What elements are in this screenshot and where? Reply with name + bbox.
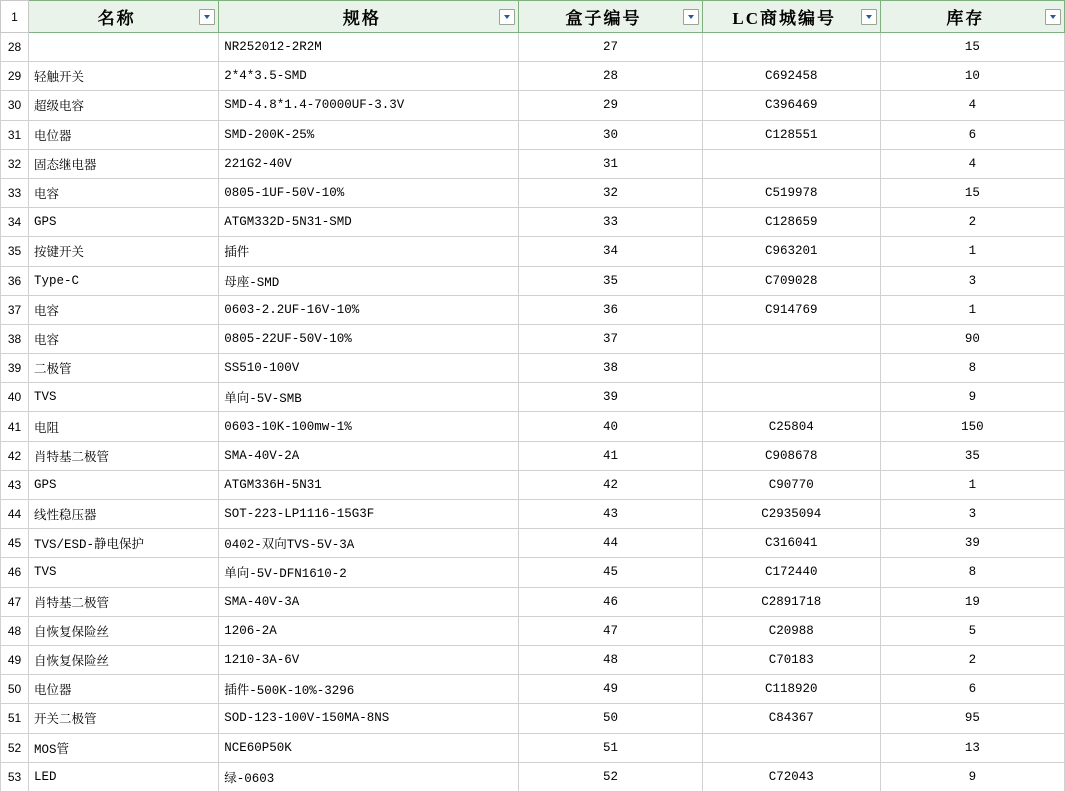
cell-name[interactable]: GPS: [29, 208, 219, 237]
column-header-box[interactable]: [519, 1, 702, 33]
cell-box[interactable]: 32: [519, 178, 702, 207]
cell-box[interactable]: 33: [519, 208, 702, 237]
cell-box[interactable]: 42: [519, 470, 702, 499]
row-header[interactable]: 52: [1, 733, 29, 762]
row-header[interactable]: 48: [1, 616, 29, 645]
cell-box[interactable]: 40: [519, 412, 702, 441]
column-header-spec[interactable]: [219, 1, 519, 33]
cell-name[interactable]: TVS: [29, 383, 219, 412]
cell-lc[interactable]: C914769: [702, 295, 880, 324]
cell-spec[interactable]: 221G2-40V: [219, 149, 519, 178]
cell-lc[interactable]: C2935094: [702, 500, 880, 529]
cell-name[interactable]: GPS: [29, 470, 219, 499]
cell-lc[interactable]: C316041: [702, 529, 880, 558]
cell-stock[interactable]: 6: [880, 120, 1064, 149]
cell-lc[interactable]: [702, 733, 880, 762]
column-header-box-label: 盒子编号: [565, 9, 642, 28]
cell-box[interactable]: 52: [519, 762, 702, 791]
cell-stock[interactable]: 19: [880, 587, 1064, 616]
column-header-spec-label: 规格: [342, 9, 381, 28]
table-row[interactable]: [1, 295, 1065, 324]
table-row[interactable]: [1, 704, 1065, 733]
cell-lc[interactable]: [702, 33, 880, 62]
table-row[interactable]: [1, 733, 1065, 762]
cell-lc[interactable]: [702, 354, 880, 383]
cell-stock[interactable]: 35: [880, 441, 1064, 470]
cell-spec[interactable]: 母座-SMD: [219, 266, 519, 295]
filter-dropdown-icon-box[interactable]: [683, 9, 699, 25]
cell-name[interactable]: Type-C: [29, 266, 219, 295]
table-row[interactable]: [1, 33, 1065, 62]
filter-dropdown-icon-spec[interactable]: [499, 9, 515, 25]
row-header[interactable]: 31: [1, 120, 29, 149]
cell-name[interactable]: 电容: [29, 324, 219, 353]
cell-box[interactable]: 51: [519, 733, 702, 762]
cell-box[interactable]: 36: [519, 295, 702, 324]
cell-name[interactable]: 轻触开关: [29, 62, 219, 91]
cell-spec[interactable]: 单向-5V-SMB: [219, 383, 519, 412]
cell-spec[interactable]: SMA-40V-2A: [219, 441, 519, 470]
cell-spec[interactable]: 0805-1UF-50V-10%: [219, 178, 519, 207]
cell-spec[interactable]: 单向-5V-DFN1610-2: [219, 558, 519, 587]
cell-name[interactable]: MOS管: [29, 733, 219, 762]
filter-dropdown-icon-name[interactable]: [199, 9, 215, 25]
cell-box[interactable]: 29: [519, 91, 702, 120]
cell-stock[interactable]: 3: [880, 266, 1064, 295]
cell-stock[interactable]: 2: [880, 645, 1064, 674]
cell-name[interactable]: 自恢复保险丝: [29, 645, 219, 674]
cell-stock[interactable]: 4: [880, 149, 1064, 178]
table-row[interactable]: [1, 675, 1065, 704]
cell-spec[interactable]: 1210-3A-6V: [219, 645, 519, 674]
cell-spec[interactable]: NR252012-2R2M: [219, 33, 519, 62]
cell-box[interactable]: 28: [519, 62, 702, 91]
cell-spec[interactable]: 1206-2A: [219, 616, 519, 645]
cell-stock[interactable]: 1: [880, 470, 1064, 499]
column-header-stock-label: 库存: [946, 9, 985, 28]
row-header[interactable]: 43: [1, 470, 29, 499]
cell-lc[interactable]: C128551: [702, 120, 880, 149]
cell-name[interactable]: 自恢复保险丝: [29, 616, 219, 645]
table-row[interactable]: [1, 616, 1065, 645]
cell-stock[interactable]: 6: [880, 675, 1064, 704]
cell-stock[interactable]: 3: [880, 500, 1064, 529]
cell-stock[interactable]: 9: [880, 383, 1064, 412]
cell-name[interactable]: 线性稳压器: [29, 500, 219, 529]
cell-name[interactable]: 固态继电器: [29, 149, 219, 178]
cell-lc[interactable]: C90770: [702, 470, 880, 499]
cell-box[interactable]: 37: [519, 324, 702, 353]
row-header[interactable]: 49: [1, 645, 29, 674]
cell-name[interactable]: TVS/ESD-静电保护: [29, 529, 219, 558]
table-row[interactable]: [1, 587, 1065, 616]
cell-lc[interactable]: C963201: [702, 237, 880, 266]
cell-name[interactable]: 按键开关: [29, 237, 219, 266]
table-row[interactable]: [1, 120, 1065, 149]
cell-box[interactable]: 34: [519, 237, 702, 266]
cell-lc[interactable]: [702, 149, 880, 178]
cell-box[interactable]: 49: [519, 675, 702, 704]
cell-stock[interactable]: 10: [880, 62, 1064, 91]
row-header[interactable]: 41: [1, 412, 29, 441]
table-row[interactable]: [1, 178, 1065, 207]
cell-stock[interactable]: 95: [880, 704, 1064, 733]
column-header-name[interactable]: [29, 1, 219, 33]
cell-lc[interactable]: C118920: [702, 675, 880, 704]
row-header[interactable]: 35: [1, 237, 29, 266]
cell-spec[interactable]: 0603-2.2UF-16V-10%: [219, 295, 519, 324]
row-header[interactable]: 46: [1, 558, 29, 587]
table-row[interactable]: [1, 383, 1065, 412]
row-header[interactable]: 40: [1, 383, 29, 412]
cell-stock[interactable]: 15: [880, 178, 1064, 207]
table-row[interactable]: [1, 529, 1065, 558]
cell-stock[interactable]: 15: [880, 33, 1064, 62]
cell-spec[interactable]: SMD-4.8*1.4-70000UF-3.3V: [219, 91, 519, 120]
cell-stock[interactable]: 4: [880, 91, 1064, 120]
row-header[interactable]: 51: [1, 704, 29, 733]
cell-spec[interactable]: ATGM336H-5N31: [219, 470, 519, 499]
row-header[interactable]: 50: [1, 675, 29, 704]
column-header-lc[interactable]: [702, 1, 880, 33]
table-row[interactable]: [1, 500, 1065, 529]
cell-name[interactable]: 电位器: [29, 120, 219, 149]
table-row[interactable]: [1, 208, 1065, 237]
cell-spec[interactable]: 0603-10K-100mw-1%: [219, 412, 519, 441]
cell-lc[interactable]: C2891718: [702, 587, 880, 616]
row-header[interactable]: 53: [1, 762, 29, 791]
cell-stock[interactable]: 8: [880, 354, 1064, 383]
cell-lc[interactable]: C70183: [702, 645, 880, 674]
table-row[interactable]: [1, 149, 1065, 178]
cell-spec[interactable]: 0402-双向TVS-5V-3A: [219, 529, 519, 558]
cell-box[interactable]: 45: [519, 558, 702, 587]
cell-spec[interactable]: 插件-500K-10%-3296: [219, 675, 519, 704]
row-header[interactable]: 44: [1, 500, 29, 529]
cell-lc[interactable]: C25804: [702, 412, 880, 441]
row-header[interactable]: 45: [1, 529, 29, 558]
cell-name[interactable]: 开关二极管: [29, 704, 219, 733]
cell-stock[interactable]: 90: [880, 324, 1064, 353]
row-header[interactable]: 36: [1, 266, 29, 295]
filter-dropdown-icon-lc[interactable]: [861, 9, 877, 25]
cell-stock[interactable]: 2: [880, 208, 1064, 237]
cell-spec[interactable]: SOT-223-LP1116-15G3F: [219, 500, 519, 529]
filter-dropdown-icon-stock[interactable]: [1045, 9, 1061, 25]
cell-lc[interactable]: C84367: [702, 704, 880, 733]
cell-lc[interactable]: C709028: [702, 266, 880, 295]
row-header[interactable]: 47: [1, 587, 29, 616]
cell-box[interactable]: 39: [519, 383, 702, 412]
cell-name[interactable]: LED: [29, 762, 219, 791]
table-row[interactable]: [1, 62, 1065, 91]
table-row[interactable]: [1, 237, 1065, 266]
cell-box[interactable]: 38: [519, 354, 702, 383]
column-header-lc-label: LC商城编号: [732, 9, 837, 28]
cell-stock[interactable]: 5: [880, 616, 1064, 645]
cell-lc[interactable]: [702, 324, 880, 353]
cell-name[interactable]: 肖特基二极管: [29, 441, 219, 470]
table-row[interactable]: [1, 412, 1065, 441]
cell-name[interactable]: 肖特基二极管: [29, 587, 219, 616]
cell-spec[interactable]: 2*4*3.5-SMD: [219, 62, 519, 91]
cell-box[interactable]: 44: [519, 529, 702, 558]
cell-stock[interactable]: 1: [880, 237, 1064, 266]
cell-box[interactable]: 35: [519, 266, 702, 295]
cell-spec[interactable]: SMD-200K-25%: [219, 120, 519, 149]
row-header-1[interactable]: 1: [1, 1, 29, 33]
row-header[interactable]: 29: [1, 62, 29, 91]
cell-name[interactable]: 电容: [29, 178, 219, 207]
cell-spec[interactable]: NCE60P50K: [219, 733, 519, 762]
cell-spec[interactable]: 绿-0603: [219, 762, 519, 791]
table-row[interactable]: [1, 441, 1065, 470]
column-header-name-label: 名称: [97, 9, 136, 28]
cell-name[interactable]: 电位器: [29, 675, 219, 704]
cell-spec[interactable]: 插件: [219, 237, 519, 266]
row-header[interactable]: 30: [1, 91, 29, 120]
cell-box[interactable]: 50: [519, 704, 702, 733]
cell-stock[interactable]: 9: [880, 762, 1064, 791]
table-row[interactable]: [1, 324, 1065, 353]
table-row[interactable]: [1, 470, 1065, 499]
cell-stock[interactable]: 39: [880, 529, 1064, 558]
cell-lc[interactable]: C692458: [702, 62, 880, 91]
cell-lc[interactable]: C396469: [702, 91, 880, 120]
cell-stock[interactable]: 150: [880, 412, 1064, 441]
row-header[interactable]: 38: [1, 324, 29, 353]
cell-box[interactable]: 27: [519, 33, 702, 62]
column-header-stock[interactable]: [880, 1, 1064, 33]
cell-box[interactable]: 48: [519, 645, 702, 674]
row-header[interactable]: 37: [1, 295, 29, 324]
cell-box[interactable]: 43: [519, 500, 702, 529]
cell-name[interactable]: [29, 33, 219, 62]
cell-lc[interactable]: [702, 383, 880, 412]
table-row[interactable]: [1, 266, 1065, 295]
cell-spec[interactable]: SMA-40V-3A: [219, 587, 519, 616]
row-header[interactable]: 34: [1, 208, 29, 237]
row-header[interactable]: 39: [1, 354, 29, 383]
cell-lc[interactable]: C908678: [702, 441, 880, 470]
cell-name[interactable]: 电阻: [29, 412, 219, 441]
table-row[interactable]: [1, 645, 1065, 674]
cell-spec[interactable]: ATGM332D-5N31-SMD: [219, 208, 519, 237]
cell-lc[interactable]: C172440: [702, 558, 880, 587]
cell-lc[interactable]: C128659: [702, 208, 880, 237]
cell-name[interactable]: 超级电容: [29, 91, 219, 120]
cell-lc[interactable]: C20988: [702, 616, 880, 645]
table-row[interactable]: [1, 354, 1065, 383]
header-row: [1, 1, 1065, 33]
cell-name[interactable]: 电容: [29, 295, 219, 324]
cell-spec[interactable]: SOD-123-100V-150MA-8NS: [219, 704, 519, 733]
cell-spec[interactable]: SS510-100V: [219, 354, 519, 383]
cell-lc[interactable]: C519978: [702, 178, 880, 207]
table-row[interactable]: [1, 762, 1065, 791]
cell-name[interactable]: 二极管: [29, 354, 219, 383]
cell-box[interactable]: 41: [519, 441, 702, 470]
row-header[interactable]: 32: [1, 149, 29, 178]
row-header[interactable]: 28: [1, 33, 29, 62]
cell-name[interactable]: TVS: [29, 558, 219, 587]
table-row[interactable]: [1, 91, 1065, 120]
cell-box[interactable]: 30: [519, 120, 702, 149]
row-header[interactable]: 33: [1, 178, 29, 207]
cell-stock[interactable]: 8: [880, 558, 1064, 587]
row-header[interactable]: 42: [1, 441, 29, 470]
cell-box[interactable]: 47: [519, 616, 702, 645]
cell-box[interactable]: 46: [519, 587, 702, 616]
cell-lc[interactable]: C72043: [702, 762, 880, 791]
cell-box[interactable]: 31: [519, 149, 702, 178]
cell-stock[interactable]: 1: [880, 295, 1064, 324]
cell-spec[interactable]: 0805-22UF-50V-10%: [219, 324, 519, 353]
cell-stock[interactable]: 13: [880, 733, 1064, 762]
table-row[interactable]: [1, 558, 1065, 587]
